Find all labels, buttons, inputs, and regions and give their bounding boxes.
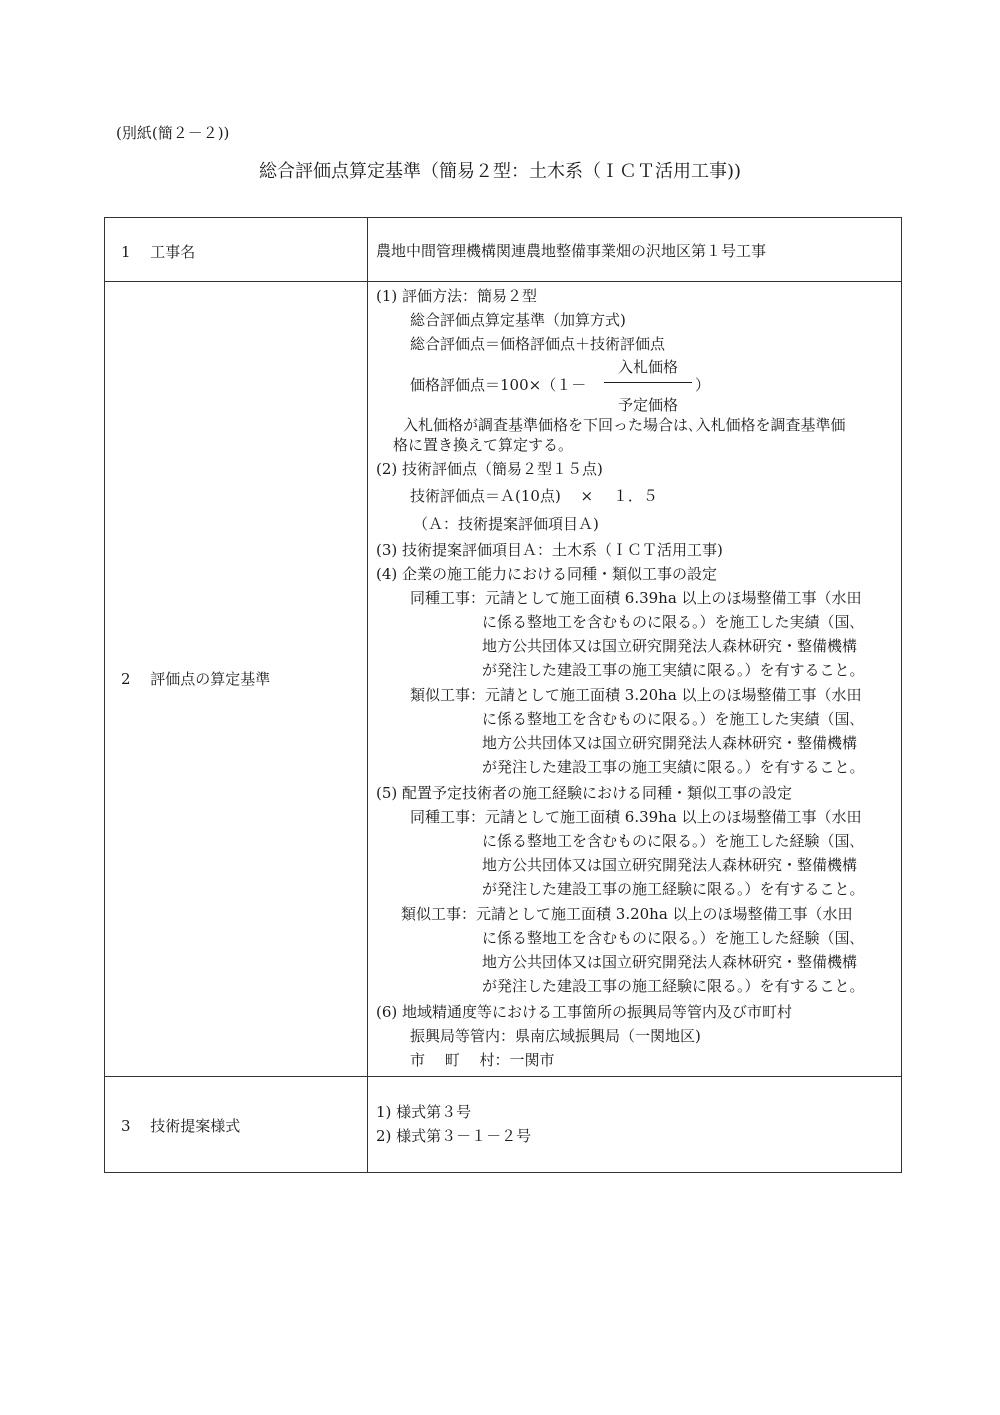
item-4-similar-line-2: に係る整地工を含むものに限る。）を施工した実績（国､ bbox=[482, 710, 858, 728]
fraction-denominator: 予定価格 bbox=[618, 396, 679, 414]
item-1-formula: 総合評価点＝価格評価点＋技術評価点 bbox=[410, 335, 666, 353]
item-5-similar-line-4: が発注した建設工事の施工経験に限る。）を有すること。 bbox=[482, 977, 865, 995]
item-5-same-line-3: 地方公共団体又は国立研究開発法人森林研究・整備機構 bbox=[482, 856, 858, 874]
row-label-scoring-criteria: 2 評価点の算定基準 bbox=[121, 670, 271, 688]
row-divider bbox=[105, 1076, 901, 1077]
item-6-heading: (6) 地域精通度等における工事箇所の振興局等管内及び市町村 bbox=[376, 1003, 793, 1021]
item-5-same-line-2: に係る整地工を含むものに限る。）を施工した経験（国､ bbox=[482, 832, 858, 850]
item-4-same-line-3: 地方公共団体又は国立研究開発法人森林研究・整備機構 bbox=[482, 637, 858, 655]
column-divider bbox=[367, 218, 368, 1172]
item-4-similar-line-3: 地方公共団体又は国立研究開発法人森林研究・整備機構 bbox=[482, 734, 858, 752]
item-5-same-line-4: が発注した建設工事の施工経験に限る。）を有すること。 bbox=[482, 880, 865, 898]
item-1-note-line-1: 入札価格が調査基準価格を下回った場合は､入札価格を調査基準価 bbox=[403, 416, 846, 434]
row-label-construction-name: 1 工事名 bbox=[121, 243, 196, 261]
fraction-bar bbox=[604, 382, 692, 383]
item-5-similar-line-2: に係る整地工を含むものに限る。）を施工した経験（国､ bbox=[482, 929, 858, 947]
item-5-same-line-1: 同種工事：元請として施工面積 6.39ha 以上のほ場整備工事（水田 bbox=[410, 808, 862, 826]
item-4-same-line-4: が発注した建設工事の施工実績に限る。）を有すること。 bbox=[482, 661, 865, 679]
item-1-note-line-2: 格に置き換えて算定する。 bbox=[393, 436, 574, 454]
page-title: 総合評価点算定基準（簡易２型：土木系（ＩＣＴ活用工事)) bbox=[258, 161, 742, 182]
proposal-form-2: 2) 様式第３－１－２号 bbox=[376, 1127, 532, 1145]
item-4-heading: (4) 企業の施工能力における同種・類似工事の設定 bbox=[376, 565, 718, 583]
row-divider bbox=[105, 281, 901, 282]
price-score-formula: 価格評価点＝100×（１－ bbox=[410, 376, 587, 394]
price-score-formula-close: ） bbox=[695, 376, 711, 394]
item-2-note: （Ａ：技術提案評価項目Ａ) bbox=[413, 515, 599, 533]
item-1-method: 総合評価点算定基準（加算方式) bbox=[410, 311, 626, 329]
item-2-formula: 技術評価点＝Ａ(10点) × １．５ bbox=[410, 487, 658, 505]
item-5-heading: (5) 配置予定技術者の施工経験における同種・類似工事の設定 bbox=[376, 784, 793, 802]
item-5-similar-line-3: 地方公共団体又は国立研究開発法人森林研究・整備機構 bbox=[482, 953, 858, 971]
proposal-form-1: 1) 様式第３号 bbox=[376, 1103, 472, 1121]
item-6-municipality: 市 町 村：一関市 bbox=[410, 1051, 555, 1069]
fraction-numerator: 入札価格 bbox=[618, 358, 679, 376]
row-label-proposal-form: 3 技術提案様式 bbox=[121, 1117, 241, 1135]
item-4-similar-line-4: が発注した建設工事の施工実績に限る。）を有すること。 bbox=[482, 758, 865, 776]
item-4-similar-line-1: 類似工事：元請として施工面積 3.20ha 以上のほ場整備工事（水田 bbox=[410, 686, 862, 704]
construction-name-value: 農地中間管理機構関連農地整備事業畑の沢地区第１号工事 bbox=[376, 242, 767, 260]
item-4-same-line-1: 同種工事：元請として施工面積 6.39ha 以上のほ場整備工事（水田 bbox=[410, 589, 862, 607]
item-5-similar-line-1: 類似工事：元請として施工面積 3.20ha 以上のほ場整備工事（水田 bbox=[401, 905, 853, 923]
item-4-same-line-2: に係る整地工を含むものに限る。）を施工した実績（国､ bbox=[482, 613, 858, 631]
item-3-heading: (3) 技術提案評価項目Ａ：土木系（ＩＣＴ活用工事) bbox=[376, 541, 723, 559]
attachment-note: (別紙(簡２－２)) bbox=[116, 124, 230, 142]
item-2-heading: (2) 技術評価点（簡易２型１５点) bbox=[376, 460, 603, 478]
criteria-table bbox=[104, 217, 902, 1173]
item-1-heading: (1) 評価方法：簡易２型 bbox=[376, 287, 538, 305]
item-6-bureau: 振興局等管内：県南広域振興局（一関地区) bbox=[410, 1027, 701, 1045]
